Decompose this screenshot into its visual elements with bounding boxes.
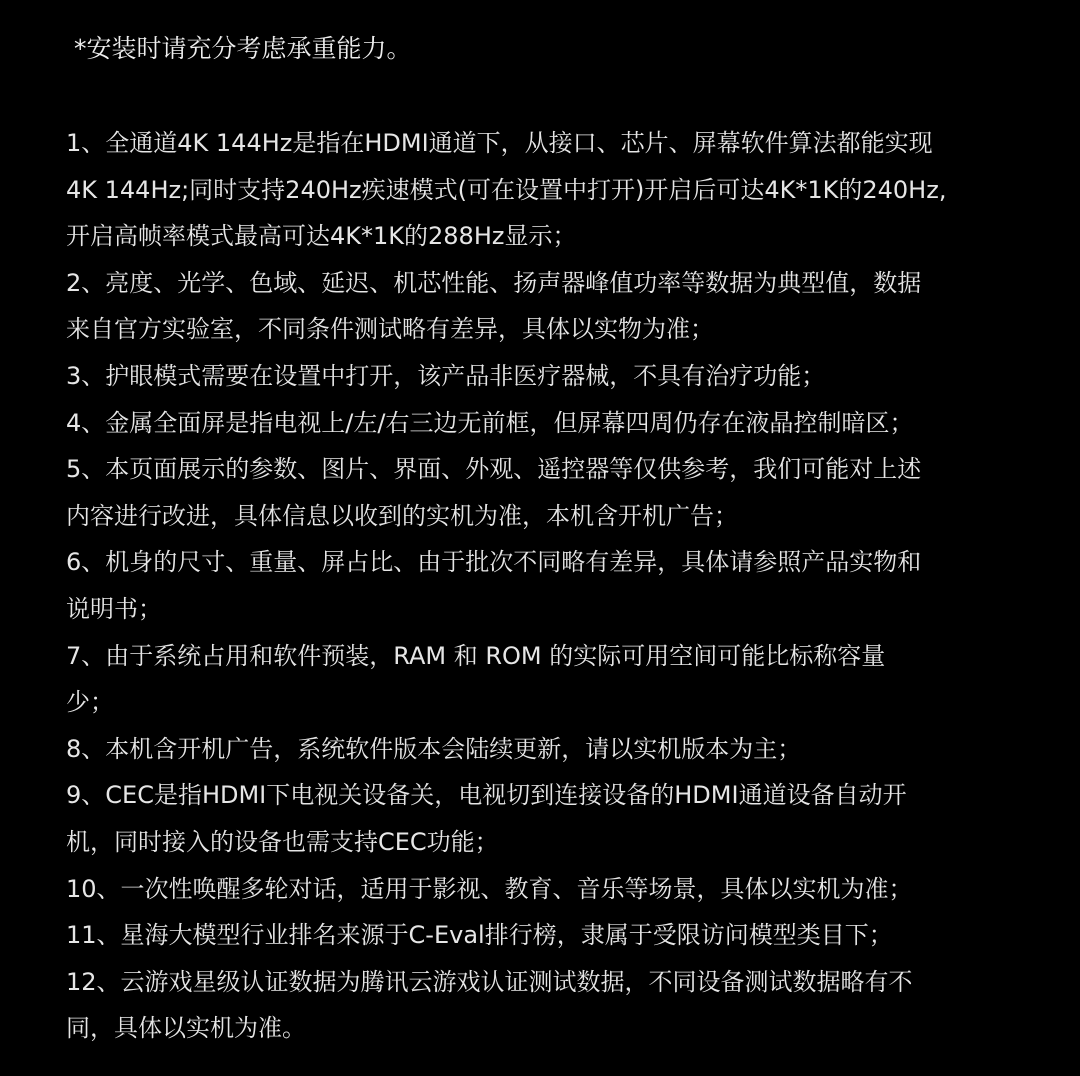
disclaimer-line: 5、本页面展示的参数、图片、界面、外观、遥控器等仅供参考，我们可能对上述 [66, 455, 922, 484]
disclaimer-line: 2、亮度、光学、色域、延迟、机芯性能、扬声器峰值功率等数据为典型值，数据 [66, 268, 922, 297]
disclaimer-line: 11、星海大模型行业排名来源于C-Eval排行榜，隶属于受限访问模型类目下； [66, 921, 893, 950]
disclaimer-line: 开启高帧率模式最高可达4K*1K的288Hz显示； [66, 222, 577, 251]
disclaimer-line: 3、护眼模式需要在设置中打开，该产品非医疗器械，不具有治疗功能； [66, 361, 826, 390]
disclaimer-line: 1、全通道4K 144Hz是指在HDMI通道下，从接口、芯片、屏幕软件算法都能实现 [66, 129, 933, 157]
disclaimer-line: 机，同时接入的设备也需支持CEC功能； [66, 827, 499, 856]
disclaimer-list [66, 120, 1026, 1052]
disclaimer-line: 9、CEC是指HDMI下电视关设备关，电视切到连接设备的HDMI通道设备自动开 [66, 781, 907, 810]
disclaimer-line: 8、本机含开机广告，系统软件版本会陆续更新，请以实机版本为主； [66, 734, 802, 763]
disclaimer-line: 4、金属全面屏是指电视上/左/右三边无前框，但屏幕四周仍存在液晶控制暗区； [66, 408, 914, 437]
disclaimer-line: 说明书； [66, 594, 162, 623]
disclaimer-line: 10、一次性唤醒多轮对话，适用于影视、教育、音乐等场景，具体以实机为准； [66, 874, 913, 903]
installation-note: *安装时请充分考虑承重能力。 [74, 34, 412, 63]
disclaimer-line: 同，具体以实机为准。 [66, 1014, 306, 1043]
disclaimer-line: 来自官方实验室，不同条件测试略有差异，具体以实物为准； [66, 315, 714, 344]
disclaimer-line: 7、由于系统占用和软件预装，RAM 和 ROM 的实际可用空间可能比标称容量 [66, 641, 886, 670]
disclaimer-line: 4K 144Hz;同时支持240Hz疾速模式(可在设置中打开)开启后可达4K*1K的240Hz, [66, 175, 947, 204]
disclaimer-line: 12、云游戏星级认证数据为腾讯云游戏认证测试数据，不同设备测试数据略有不 [66, 967, 913, 996]
disclaimer-line: 内容进行改进，具体信息以收到的实机为准，本机含开机广告； [66, 501, 738, 530]
disclaimer-line: 少； [66, 688, 114, 717]
disclaimer-line: 6、机身的尺寸、重量、屏占比、由于批次不同略有差异，具体请参照产品实物和 [66, 548, 922, 577]
